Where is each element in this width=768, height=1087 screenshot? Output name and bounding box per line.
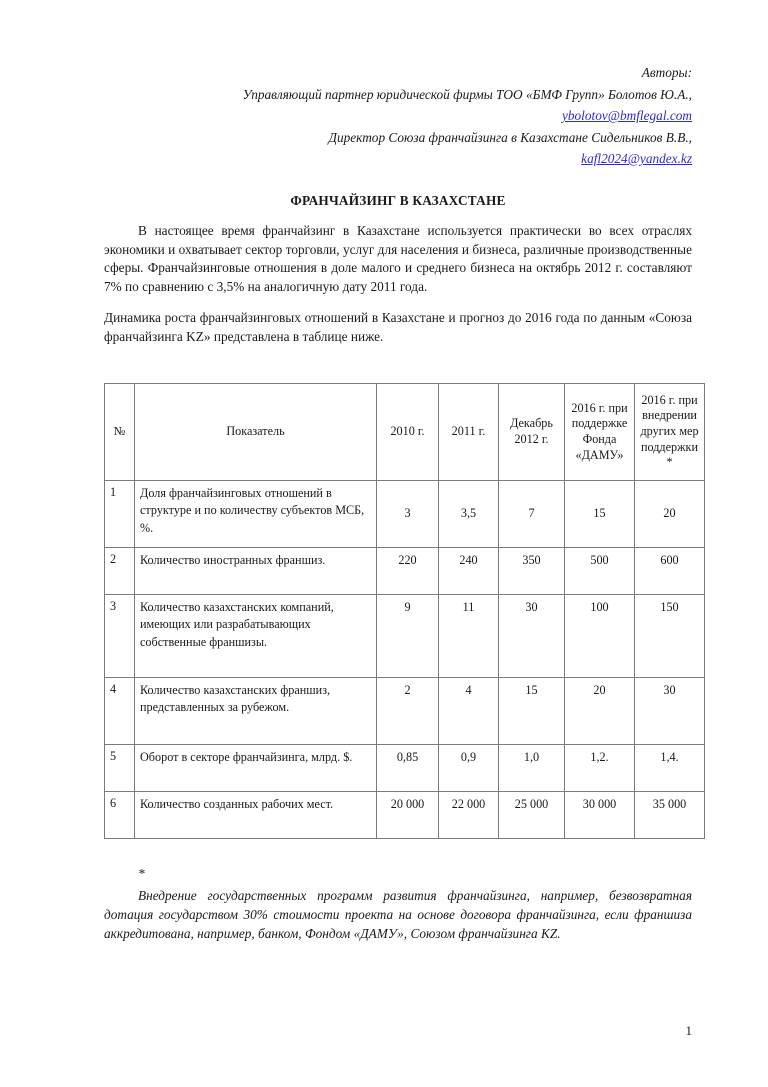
row-indicator: Количество казахстанских франшиз, представленных за рубежом.: [135, 677, 377, 744]
row-value-2010: 9: [377, 594, 439, 677]
row-value-2016-other: 35 000: [635, 791, 705, 838]
table-row: [105, 547, 705, 594]
row-value-2010: 3: [377, 480, 439, 547]
table-header-2011: 2011 г.: [439, 383, 499, 480]
row-value-2011: 0,9: [439, 744, 499, 791]
table-row: [105, 744, 705, 791]
table-header-2010: 2010 г.: [377, 383, 439, 480]
table-row: [105, 594, 705, 677]
table-intro-paragraph: Динамика роста франчайзинговых отношений в Казахстане и прогноз до 2016 года по данным «Союза франчайзинга KZ» представлена в таблице ниже.: [104, 310, 692, 345]
intro-paragraph: В настоящее время франчайзинг в Казахстане используется практически во всех отраслях экономики и охватывает сектор торговли, услуг для населения и бизнеса, различные производственные сферы. Франчайзинговые отношения в доле малого и среднего бизнеса на октябрь 2012 г. составляют 7% по сравнению с 3,5% на аналогичную дату 2011 года.: [104, 222, 692, 295]
row-value-2016-damu: 500: [565, 547, 635, 594]
authors-block: [104, 62, 692, 170]
row-value-2016-other: 20: [635, 480, 705, 547]
row-indicator: Оборот в секторе франчайзинга, млрд. $.: [135, 744, 377, 791]
table-row: [105, 791, 705, 838]
table-header-indicator: Показатель: [135, 383, 377, 480]
author-email-2-link[interactable]: kafl2024@yandex.kz: [581, 151, 692, 167]
row-value-2016-other: 600: [635, 547, 705, 594]
author-email-1-link[interactable]: ybolotov@bmflegal.com: [561, 108, 692, 124]
row-number: 2: [105, 547, 135, 594]
row-value-2016-damu: 1,2.: [565, 744, 635, 791]
row-value-2016-damu: 100: [565, 594, 635, 677]
table-row: [105, 480, 705, 547]
row-value-2016-damu: 15: [565, 480, 635, 547]
row-value-dec2012: 30: [499, 594, 565, 677]
row-value-2011: 22 000: [439, 791, 499, 838]
row-value-dec2012: 15: [499, 677, 565, 744]
author-line-2: Директор Союза франчайзинга в Казахстане Сидельников В.В.,: [328, 129, 692, 145]
row-value-2010: 20 000: [377, 791, 439, 838]
row-value-2010: 220: [377, 547, 439, 594]
row-value-dec2012: 350: [499, 547, 565, 594]
table-header-december-2012: Декабрь 2012 г.: [499, 383, 565, 480]
table-header-row: [105, 383, 705, 480]
page-title: ФРАНЧАЙЗИНГ В КАЗАХСТАНЕ: [290, 192, 506, 208]
row-value-2016-damu: 20: [565, 677, 635, 744]
authors-heading: Авторы:: [641, 65, 692, 80]
row-value-2010: 2: [377, 677, 439, 744]
row-number: 5: [105, 744, 135, 791]
row-value-dec2012: 25 000: [499, 791, 565, 838]
footnote-marker: *: [138, 865, 145, 881]
row-value-2011: 3,5: [439, 480, 499, 547]
row-number: 1: [105, 480, 135, 547]
author-line-1: Управляющий партнер юридической фирмы ТОО «БМФ Групп» Болотов Ю.А.,: [242, 86, 692, 102]
row-number: 4: [105, 677, 135, 744]
row-value-dec2012: 7: [499, 480, 565, 547]
row-value-2016-other: 1,4.: [635, 744, 705, 791]
row-number: 6: [105, 791, 135, 838]
footnote-text: Внедрение государственных программ развития франчайзинга, например, безвозвратная дотация государством 30% стоимости проекта на основе договора франчайзинга, если франшиза аккредитована, например, банком, Фондом «ДАМУ», Союзом франчайзинга KZ.: [104, 887, 692, 942]
row-indicator: Доля франчайзинговых отношений в структуре и по количеству субъектов МСБ, %.: [135, 480, 377, 547]
table-header-2016-other-measures: 2016 г. при внедрении других мер поддержки *: [635, 383, 705, 480]
row-value-2011: 11: [439, 594, 499, 677]
row-indicator: Количество иностранных франшиз.: [135, 547, 377, 594]
row-value-2010: 0,85: [377, 744, 439, 791]
row-indicator: Количество созданных рабочих мест.: [135, 791, 377, 838]
row-value-2016-other: 30: [635, 677, 705, 744]
table-header-2016-damu: 2016 г. при поддержке Фонда «ДАМУ»: [565, 383, 635, 480]
table-header-number: №: [105, 383, 135, 480]
row-value-2016-other: 150: [635, 594, 705, 677]
row-number: 3: [105, 594, 135, 677]
row-indicator: Количество казахстанских компаний, имеющих или разрабатывающих собственные франшизы.: [135, 594, 377, 677]
page-number: 1: [685, 1023, 692, 1038]
row-value-2011: 4: [439, 677, 499, 744]
table-row: [105, 677, 705, 744]
row-value-dec2012: 1,0: [499, 744, 565, 791]
row-value-2016-damu: 30 000: [565, 791, 635, 838]
franchising-statistics-table: [104, 383, 705, 839]
row-value-2011: 240: [439, 547, 499, 594]
